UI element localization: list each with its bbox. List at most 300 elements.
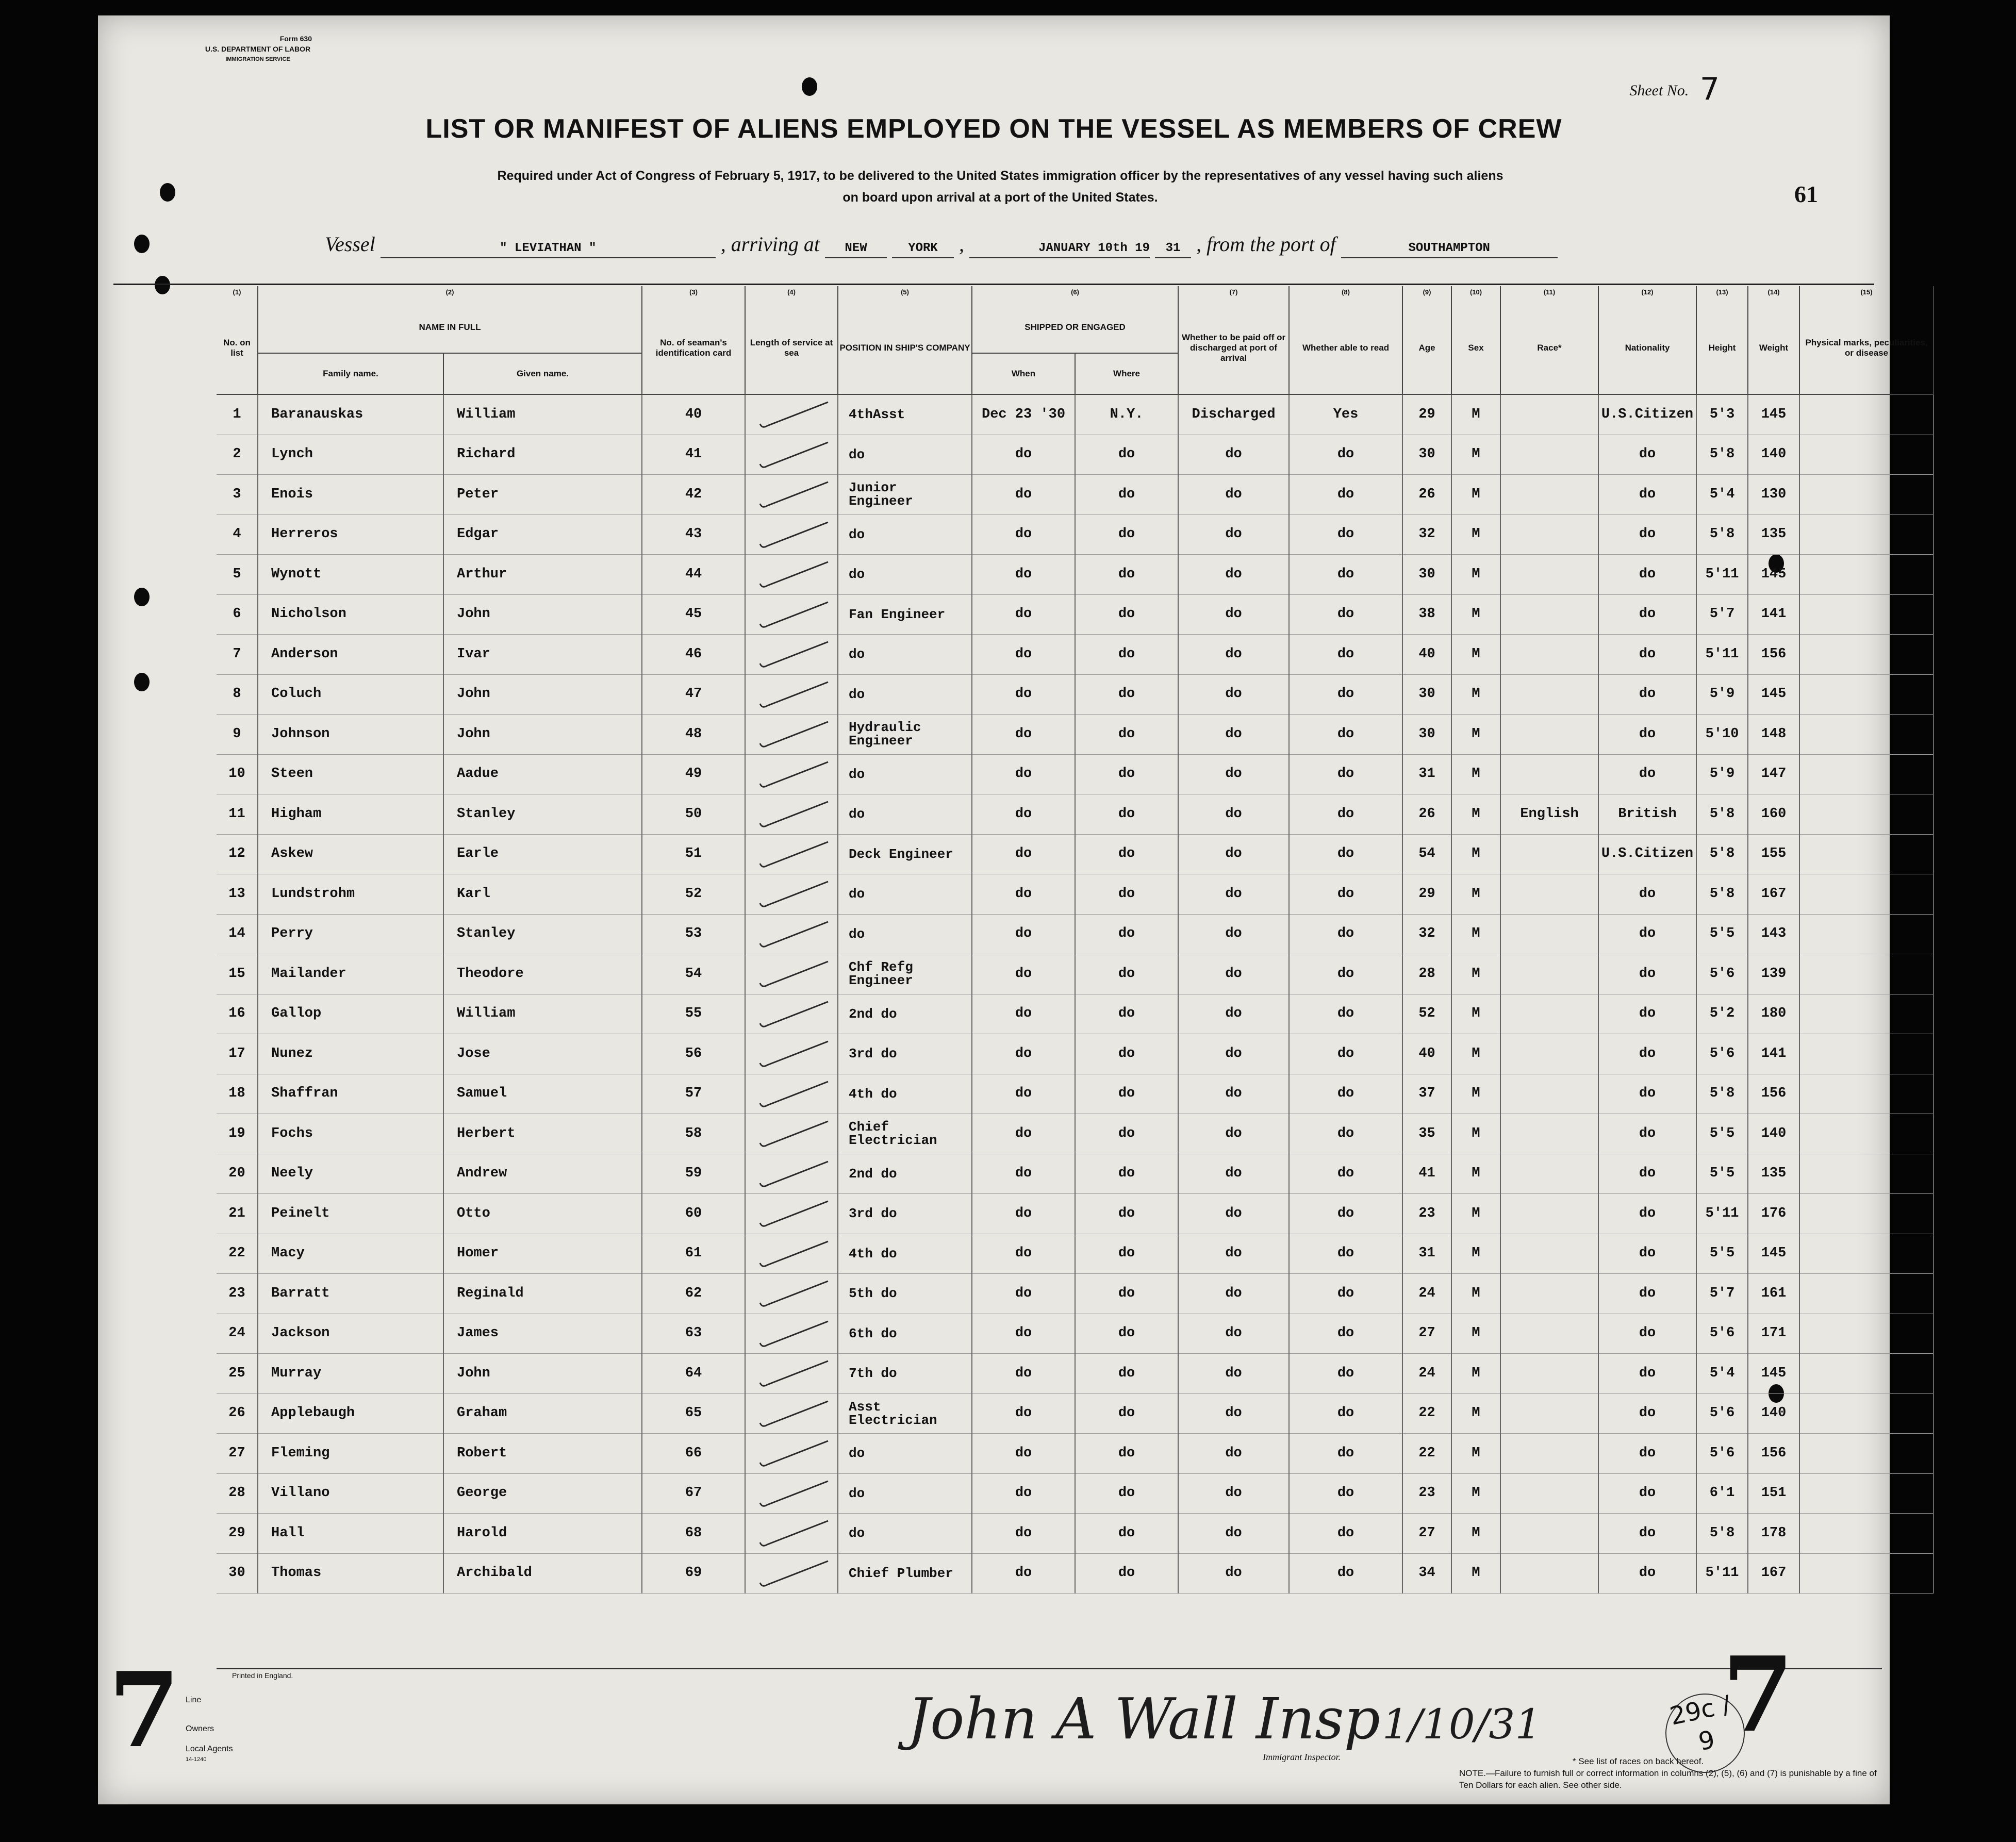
check-mark-icon <box>756 559 833 590</box>
cell-age: 26 <box>1402 794 1451 835</box>
page-title: LIST OR MANIFEST OF ALIENS EMPLOYED ON THE VESSEL AS MEMBERS OF CREW <box>425 114 1562 144</box>
cell-nationality: do <box>1598 914 1696 954</box>
check-mark-icon <box>756 1398 833 1429</box>
cell-physical-marks <box>1799 1034 1934 1074</box>
header-shipped-engaged: SHIPPED OR ENGAGED <box>972 302 1178 353</box>
cell-shipped-when: do <box>972 1434 1075 1474</box>
arriving-label: , arriving at <box>720 233 820 256</box>
cell-physical-marks <box>1799 1314 1934 1354</box>
cell-given-name: James <box>443 1314 642 1354</box>
page-number: 61 <box>1794 181 1818 207</box>
cell-length-of-service <box>745 394 838 435</box>
cell-given-name: Theodore <box>443 954 642 994</box>
arrival-state: YORK <box>892 241 954 258</box>
header-family-name: Family name. <box>258 353 443 394</box>
cell-height: 5'5 <box>1696 1114 1748 1154</box>
table-row <box>217 754 1934 794</box>
cell-given-name: Robert <box>443 1434 642 1474</box>
cell-sex: M <box>1451 635 1500 675</box>
inspector-block <box>907 1686 1541 1763</box>
cell-position: 5th do <box>838 1274 972 1314</box>
cell-length-of-service <box>745 475 838 515</box>
cell-physical-marks <box>1799 515 1934 555</box>
cell-race <box>1500 1553 1598 1594</box>
table-row <box>217 1514 1934 1554</box>
cell-shipped-where: do <box>1075 1194 1178 1234</box>
cell-age: 37 <box>1402 1074 1451 1114</box>
cell-shipped-when: do <box>972 1514 1075 1554</box>
cell-physical-marks <box>1799 1114 1934 1154</box>
cell-position: Junior Engineer <box>838 475 972 515</box>
cell-height: 5'4 <box>1696 475 1748 515</box>
cell-age: 27 <box>1402 1314 1451 1354</box>
cell-paid-off: do <box>1178 1034 1289 1074</box>
cell-nationality: do <box>1598 1194 1696 1234</box>
cell-given-name: Arthur <box>443 555 642 595</box>
cell-paid-off: do <box>1178 635 1289 675</box>
cell-seaman-card-number: 50 <box>642 794 745 835</box>
cell-family-name: Nunez <box>258 1034 443 1074</box>
check-mark-icon <box>756 878 833 909</box>
cell-able-to-read: do <box>1289 1514 1402 1554</box>
cell-race <box>1500 1194 1598 1234</box>
cell-height: 5'11 <box>1696 555 1748 595</box>
cell-family-name: Thomas <box>258 1553 443 1594</box>
cell-length-of-service <box>745 1034 838 1074</box>
cell-nationality: do <box>1598 1553 1696 1594</box>
header-race: Race* <box>1500 302 1598 394</box>
cell-physical-marks <box>1799 914 1934 954</box>
col-num-4: (4) <box>745 286 838 302</box>
cell-row-number: 8 <box>217 674 258 715</box>
cell-race <box>1500 715 1598 755</box>
cell-paid-off: do <box>1178 754 1289 794</box>
cell-shipped-where: do <box>1075 715 1178 755</box>
cell-physical-marks <box>1799 954 1934 994</box>
cell-family-name: Nicholson <box>258 594 443 635</box>
cell-position: 6th do <box>838 1314 972 1354</box>
cell-sex: M <box>1451 874 1500 915</box>
table-row <box>217 635 1934 675</box>
header-seaman-card: No. of seaman's identification card <box>642 302 745 394</box>
cell-physical-marks <box>1799 1514 1934 1554</box>
cell-height: 5'9 <box>1696 674 1748 715</box>
subtitle-line-1: Required under Act of Congress of February 5, 1917, to be delivered to the United States immigration officer by the representatives of any vessel having such aliens <box>497 169 1503 183</box>
cell-seaman-card-number: 51 <box>642 834 745 874</box>
binder-hole <box>134 235 150 253</box>
table-row <box>217 435 1934 475</box>
cell-row-number: 29 <box>217 1514 258 1554</box>
cell-age: 24 <box>1402 1274 1451 1314</box>
cell-position: 2nd do <box>838 994 972 1034</box>
cell-able-to-read: do <box>1289 515 1402 555</box>
cell-nationality: do <box>1598 1393 1696 1434</box>
col-num-6: (6) <box>972 286 1178 302</box>
line-label: Line <box>186 1696 202 1704</box>
cell-row-number: 20 <box>217 1154 258 1194</box>
cell-nationality: do <box>1598 954 1696 994</box>
cell-family-name: Perry <box>258 914 443 954</box>
cell-shipped-where: do <box>1075 1393 1178 1434</box>
form-identification <box>193 34 322 64</box>
cell-family-name: Neely <box>258 1154 443 1194</box>
cell-given-name: John <box>443 594 642 635</box>
cell-seaman-card-number: 46 <box>642 635 745 675</box>
header-name-in-full: NAME IN FULL <box>258 302 642 353</box>
cell-height: 5'7 <box>1696 1274 1748 1314</box>
cell-sex: M <box>1451 914 1500 954</box>
binder-hole <box>160 183 175 202</box>
cell-family-name: Lynch <box>258 435 443 475</box>
cell-shipped-when: do <box>972 1274 1075 1314</box>
cell-age: 23 <box>1402 1194 1451 1234</box>
cell-race <box>1500 834 1598 874</box>
cell-shipped-when: do <box>972 914 1075 954</box>
col-num-3: (3) <box>642 286 745 302</box>
department-name: U.S. DEPARTMENT OF LABOR <box>205 45 311 53</box>
table-row <box>217 914 1934 954</box>
cell-seaman-card-number: 63 <box>642 1314 745 1354</box>
cell-race <box>1500 594 1598 635</box>
cell-shipped-where: N.Y. <box>1075 394 1178 435</box>
cell-physical-marks <box>1799 1553 1934 1594</box>
cell-shipped-where: do <box>1075 1354 1178 1394</box>
cell-length-of-service <box>745 1553 838 1594</box>
cell-row-number: 26 <box>217 1393 258 1434</box>
cell-able-to-read: do <box>1289 594 1402 635</box>
col-num-8: (8) <box>1289 286 1402 302</box>
cell-row-number: 24 <box>217 1314 258 1354</box>
vessel-label: Vessel <box>325 233 375 256</box>
cell-height: 5'8 <box>1696 435 1748 475</box>
header-paid-off: Whether to be paid off or discharged at port of arrival <box>1178 302 1289 394</box>
cell-nationality: do <box>1598 1514 1696 1554</box>
cell-age: 40 <box>1402 635 1451 675</box>
cell-length-of-service <box>745 1434 838 1474</box>
cell-weight: 151 <box>1748 1473 1799 1514</box>
check-mark-icon <box>756 599 833 630</box>
cell-race <box>1500 435 1598 475</box>
cell-seaman-card-number: 52 <box>642 874 745 915</box>
cell-able-to-read: do <box>1289 1434 1402 1474</box>
cell-length-of-service <box>745 1354 838 1394</box>
cell-seaman-card-number: 58 <box>642 1114 745 1154</box>
cell-given-name: William <box>443 994 642 1034</box>
cell-able-to-read: do <box>1289 674 1402 715</box>
cell-nationality: do <box>1598 874 1696 915</box>
cell-age: 23 <box>1402 1473 1451 1514</box>
cell-sex: M <box>1451 754 1500 794</box>
cell-family-name: Mailander <box>258 954 443 994</box>
cell-family-name: Higham <box>258 794 443 835</box>
cell-shipped-where: do <box>1075 994 1178 1034</box>
cell-physical-marks <box>1799 994 1934 1034</box>
cell-position: do <box>838 914 972 954</box>
cell-height: 5'8 <box>1696 1514 1748 1554</box>
cell-paid-off: do <box>1178 715 1289 755</box>
cell-position: do <box>838 794 972 835</box>
cell-paid-off: do <box>1178 834 1289 874</box>
cell-weight: 140 <box>1748 1114 1799 1154</box>
table-row <box>217 555 1934 595</box>
cell-position: 3rd do <box>838 1194 972 1234</box>
sheet-number <box>1629 67 1720 107</box>
col-num-15: (15) <box>1799 286 1934 302</box>
vessel-name: " LEVIATHAN " <box>381 241 716 258</box>
race-footnote: * See list of races on back hereof. <box>1573 1756 1704 1766</box>
cell-given-name: Jose <box>443 1034 642 1074</box>
cell-sex: M <box>1451 475 1500 515</box>
cell-shipped-where: do <box>1075 1074 1178 1114</box>
cell-family-name: Herreros <box>258 515 443 555</box>
penalty-note: NOTE.—Failure to furnish full or correct information in columns (2), (5), (6) and (7) is punishable by a fine of Ten Dollars for each alien. See other side. <box>1459 1768 1877 1790</box>
cell-nationality: do <box>1598 674 1696 715</box>
check-mark-icon <box>756 839 833 870</box>
cell-age: 31 <box>1402 754 1451 794</box>
cell-weight: 145 <box>1748 1234 1799 1274</box>
cell-age: 38 <box>1402 594 1451 635</box>
col-num-2: (2) <box>258 286 642 302</box>
cell-race <box>1500 994 1598 1034</box>
table-row <box>217 1393 1934 1434</box>
form-number: Form 630 <box>279 35 312 43</box>
cell-seaman-card-number: 40 <box>642 394 745 435</box>
cell-physical-marks <box>1799 475 1934 515</box>
cell-nationality: U.S.Citizen <box>1598 394 1696 435</box>
cell-family-name: Lundstrohm <box>258 874 443 915</box>
cell-given-name: Ivar <box>443 635 642 675</box>
table-row <box>217 1074 1934 1114</box>
cell-weight: 143 <box>1748 914 1799 954</box>
cell-able-to-read: do <box>1289 1114 1402 1154</box>
cell-physical-marks <box>1799 1074 1934 1114</box>
cell-shipped-when: do <box>972 834 1075 874</box>
cell-shipped-when: do <box>972 794 1075 835</box>
cell-race <box>1500 1434 1598 1474</box>
cell-age: 27 <box>1402 1514 1451 1554</box>
cell-length-of-service <box>745 794 838 835</box>
cell-length-of-service <box>745 994 838 1034</box>
cell-shipped-when: do <box>972 1034 1075 1074</box>
cell-row-number: 23 <box>217 1274 258 1314</box>
cell-family-name: Villano <box>258 1473 443 1514</box>
cell-given-name: Harold <box>443 1514 642 1554</box>
cell-row-number: 5 <box>217 555 258 595</box>
cell-shipped-where: do <box>1075 635 1178 675</box>
cell-sex: M <box>1451 834 1500 874</box>
cell-weight: 155 <box>1748 834 1799 874</box>
cell-given-name: Peter <box>443 475 642 515</box>
cell-physical-marks <box>1799 435 1934 475</box>
cell-race <box>1500 754 1598 794</box>
cell-physical-marks <box>1799 715 1934 755</box>
cell-position: 4thAsst <box>838 394 972 435</box>
table-row <box>217 515 1934 555</box>
cell-family-name: Anderson <box>258 635 443 675</box>
cell-given-name: Herbert <box>443 1114 642 1154</box>
cell-shipped-when: do <box>972 874 1075 915</box>
table-row <box>217 1114 1934 1154</box>
table-row <box>217 1473 1934 1514</box>
footnotes <box>1459 1755 1882 1791</box>
cell-age: 40 <box>1402 1034 1451 1074</box>
cell-position: Hydraulic Engineer <box>838 715 972 755</box>
cell-sex: M <box>1451 1034 1500 1074</box>
cell-given-name: Aadue <box>443 754 642 794</box>
check-mark-icon <box>756 1478 833 1509</box>
cell-paid-off: do <box>1178 1314 1289 1354</box>
cell-seaman-card-number: 64 <box>642 1354 745 1394</box>
cell-age: 30 <box>1402 715 1451 755</box>
cell-seaman-card-number: 53 <box>642 914 745 954</box>
cell-able-to-read: do <box>1289 1194 1402 1234</box>
cell-weight: 160 <box>1748 794 1799 835</box>
cell-age: 30 <box>1402 435 1451 475</box>
cell-weight: 147 <box>1748 754 1799 794</box>
cell-family-name: Macy <box>258 1234 443 1274</box>
cell-row-number: 30 <box>217 1553 258 1594</box>
cell-able-to-read: do <box>1289 715 1402 755</box>
cell-height: 5'2 <box>1696 994 1748 1034</box>
cell-sex: M <box>1451 1354 1500 1394</box>
cell-height: 5'8 <box>1696 1074 1748 1114</box>
cell-given-name: John <box>443 715 642 755</box>
cell-shipped-where: do <box>1075 794 1178 835</box>
cell-shipped-where: do <box>1075 515 1178 555</box>
cell-weight: 145 <box>1748 1354 1799 1394</box>
cell-length-of-service <box>745 1154 838 1194</box>
cell-paid-off: do <box>1178 555 1289 595</box>
cell-race <box>1500 1473 1598 1514</box>
cell-given-name: Otto <box>443 1194 642 1234</box>
cell-length-of-service <box>745 1274 838 1314</box>
cell-shipped-where: do <box>1075 754 1178 794</box>
cell-age: 32 <box>1402 914 1451 954</box>
cell-sex: M <box>1451 1114 1500 1154</box>
cell-race <box>1500 1034 1598 1074</box>
cell-age: 26 <box>1402 475 1451 515</box>
cell-family-name: Coluch <box>258 674 443 715</box>
cell-sex: M <box>1451 555 1500 595</box>
cell-nationality: do <box>1598 1434 1696 1474</box>
cell-position: do <box>838 435 972 475</box>
check-mark-icon <box>756 958 833 989</box>
cell-shipped-when: do <box>972 1194 1075 1234</box>
header-position: POSITION IN SHIP'S COMPANY <box>838 302 972 394</box>
cell-physical-marks <box>1799 394 1934 435</box>
cell-row-number: 25 <box>217 1354 258 1394</box>
cell-shipped-where: do <box>1075 1114 1178 1154</box>
cell-height: 5'4 <box>1696 1354 1748 1394</box>
cell-race <box>1500 1514 1598 1554</box>
cell-age: 34 <box>1402 1553 1451 1594</box>
crew-manifest-table <box>217 286 1934 1594</box>
cell-length-of-service <box>745 635 838 675</box>
col-num-13: (13) <box>1696 286 1748 302</box>
cell-shipped-when: do <box>972 1154 1075 1194</box>
cell-weight: 161 <box>1748 1274 1799 1314</box>
cell-given-name: George <box>443 1473 642 1514</box>
cell-row-number: 18 <box>217 1074 258 1114</box>
cell-paid-off: do <box>1178 1194 1289 1234</box>
cell-given-name: Samuel <box>443 1074 642 1114</box>
cell-length-of-service <box>745 555 838 595</box>
cell-shipped-when: do <box>972 954 1075 994</box>
cell-position: 7th do <box>838 1354 972 1394</box>
cell-nationality: do <box>1598 1114 1696 1154</box>
col-num-10: (10) <box>1451 286 1500 302</box>
cell-height: 5'3 <box>1696 394 1748 435</box>
table-row <box>217 715 1934 755</box>
table-row <box>217 1194 1934 1234</box>
departure-port: SOUTHAMPTON <box>1341 241 1558 258</box>
binder-hole <box>134 673 150 691</box>
cell-nationality: do <box>1598 555 1696 595</box>
arrival-city: NEW <box>825 241 887 258</box>
cell-able-to-read: do <box>1289 834 1402 874</box>
cell-row-number: 17 <box>217 1034 258 1074</box>
cell-length-of-service <box>745 1114 838 1154</box>
cell-paid-off: do <box>1178 475 1289 515</box>
handwritten-circle-note: 29c / 9 <box>1658 1686 1753 1781</box>
cell-physical-marks <box>1799 555 1934 595</box>
cell-nationality: do <box>1598 1354 1696 1394</box>
header-able-read: Whether able to read <box>1289 302 1402 394</box>
cell-position: do <box>838 1473 972 1514</box>
cell-length-of-service <box>745 715 838 755</box>
cell-sex: M <box>1451 1234 1500 1274</box>
cell-seaman-card-number: 42 <box>642 475 745 515</box>
inspector-caption: Immigrant Inspector. <box>1263 1752 1341 1762</box>
cell-sex: M <box>1451 594 1500 635</box>
cell-race <box>1500 1074 1598 1114</box>
cell-height: 5'8 <box>1696 874 1748 915</box>
cell-physical-marks <box>1799 874 1934 915</box>
cell-nationality: do <box>1598 435 1696 475</box>
cell-age: 29 <box>1402 394 1451 435</box>
col-num-1: (1) <box>217 286 258 302</box>
cell-position: 3rd do <box>838 1034 972 1074</box>
cell-race <box>1500 1154 1598 1194</box>
cell-height: 5'8 <box>1696 834 1748 874</box>
check-mark-icon <box>756 919 833 950</box>
cell-race <box>1500 394 1598 435</box>
cell-position: do <box>838 1514 972 1554</box>
cell-shipped-where: do <box>1075 1434 1178 1474</box>
cell-sex: M <box>1451 1434 1500 1474</box>
cell-height: 5'10 <box>1696 715 1748 755</box>
cell-paid-off: do <box>1178 874 1289 915</box>
cell-given-name: Graham <box>443 1393 642 1434</box>
cell-height: 5'11 <box>1696 1194 1748 1234</box>
cell-family-name: Fochs <box>258 1114 443 1154</box>
cell-age: 29 <box>1402 874 1451 915</box>
cell-given-name: Reginald <box>443 1274 642 1314</box>
cell-paid-off: do <box>1178 794 1289 835</box>
cell-shipped-where: do <box>1075 475 1178 515</box>
cell-given-name: Richard <box>443 435 642 475</box>
cell-race <box>1500 555 1598 595</box>
check-mark-icon <box>756 759 833 790</box>
cell-nationality: do <box>1598 594 1696 635</box>
cell-height: 5'6 <box>1696 1314 1748 1354</box>
cell-sex: M <box>1451 1393 1500 1434</box>
check-mark-icon <box>756 399 833 430</box>
cell-paid-off: do <box>1178 994 1289 1034</box>
cell-nationality: do <box>1598 635 1696 675</box>
cell-nationality: do <box>1598 515 1696 555</box>
cell-race <box>1500 914 1598 954</box>
